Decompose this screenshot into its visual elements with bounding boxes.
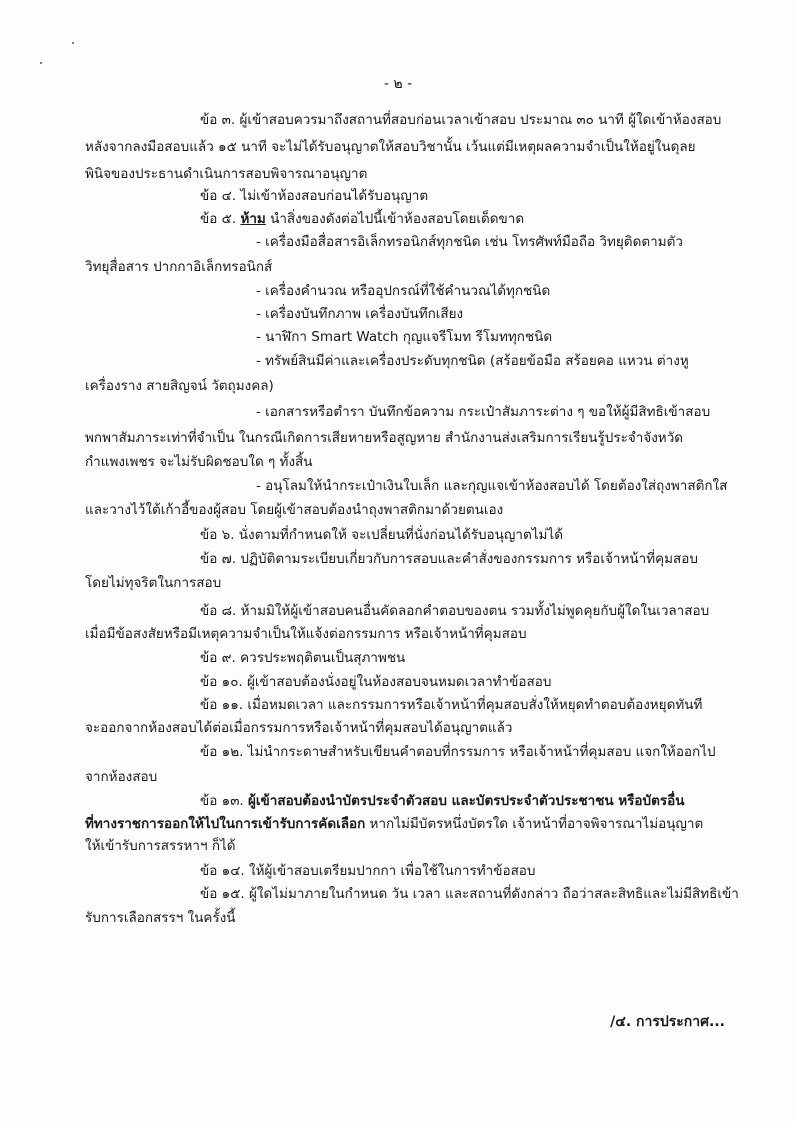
text-span: หากไม่มีบัตรหนึ่งบัตรใด เจ้าหน้าที่อาจพิจารณาไม่อนุญาต [365, 816, 704, 832]
text-line: - เอกสารหรือตำรา บันทึกข้อความ กระเป๋าสัมภาระต่าง ๆ ขอให้ผู้มีสิทธิเข้าสอบ [256, 404, 711, 420]
text-line: หลังจากลงมือสอบแล้ว ๑๕ นาที จะไม่ได้รับอนุญาตให้สอบวิชานั้น เว้นแต่มีเหตุผลความจำเป็นให้อยู่ในดุลย [85, 139, 696, 155]
text-line: ข้อ ๗. ปฏิบัติตามระเบียบเกี่ยวกับการสอบและคำสั่งของกรรมการ หรือเจ้าหน้าที่คุมสอบ [200, 551, 698, 567]
text-line: - ทรัพย์สินมีค่าและเครื่องประดับทุกชนิด (สร้อยข้อมือ สร้อยคอ แหวน ต่างหู [256, 353, 689, 369]
text-line: จะออกจากห้องสอบได้ต่อเมื่อกรรมการหรือเจ้าหน้าที่คุมสอบได้อนุญาตแล้ว [85, 720, 513, 736]
text-line: จากห้องสอบ [85, 769, 158, 785]
text-line: เครื่องราง สายสิญจน์ วัตถุมงคล) [85, 378, 274, 394]
text-line: โดยไม่ทุจริตในการสอบ [85, 575, 222, 591]
continuation-footer: /๔. การประกาศ... [610, 1014, 725, 1030]
text-line: ข้อ ๑๒. ไม่นำกระดาษสำหรับเขียนคำตอบที่กรรมการ หรือเจ้าหน้าที่คุมสอบ แจกให้ออกไป [200, 744, 716, 760]
bold-requirement: ที่ทางราชการออกให้ไปในการเข้ารับการคัดเลือก [85, 816, 366, 832]
text-line: ข้อ ๙. ควรประพฤติตนเป็นสุภาพชน [200, 650, 406, 666]
text-line: พินิจของประธานดำเนินการสอบพิจารณาอนุญาต [85, 166, 368, 182]
scan-speck [40, 62, 42, 64]
text-span: ข้อ ๕. [200, 211, 241, 227]
text-line: ข้อ ๑๔. ให้ผู้เข้าสอบเตรียมปากกา เพื่อใช้ในการทำข้อสอบ [200, 863, 536, 879]
text-line: - เครื่องบันทึกภาพ เครื่องบันทึกเสียง [256, 306, 464, 322]
text-line-id-card-requirement [200, 791, 684, 811]
text-span: ข้อ ๑๓. [200, 793, 249, 809]
text-line: ข้อ ๑๐. ผู้เข้าสอบต้องนั่งอยู่ในห้องสอบจนหมดเวลาทำข้อสอบ [200, 674, 552, 690]
text-line: กำแพงเพชร จะไม่รับผิดชอบใด ๆ ทั้งสิ้น [85, 454, 313, 470]
text-line: รับการเลือกสรรฯ ในครั้งนี้ [85, 910, 236, 926]
prohibited-emphasis: ห้าม [240, 211, 266, 227]
text-line: ข้อ ๑๑. เมื่อหมดเวลา และกรรมการหรือเจ้าหน้าที่คุมสอบสั่งให้หยุดทำตอบต้องหยุดทันที [200, 697, 703, 713]
text-line: - เครื่องมือสื่อสารอิเล็กทรอนิกส์ทุกชนิด เช่น โทรศัพท์มือถือ วิทยุติดตามตัว [256, 234, 683, 250]
text-line-prohibited-items-heading [200, 209, 524, 229]
text-line: ให้เข้ารับการสรรหาฯ ก็ได้ [85, 838, 236, 854]
bold-requirement: ผู้เข้าสอบต้องนำบัตรประจำตัวสอบ และบัตรประจำตัวประชาชน หรือบัตรอื่น [248, 793, 685, 809]
scan-speck [72, 42, 74, 44]
text-line: - นาฬิกา Smart Watch กุญแจรีโมท รีโมททุกชนิด [256, 329, 553, 345]
text-line: วิทยุสื่อสาร ปากกาอิเล็กทรอนิกส์ [85, 259, 273, 275]
text-line: เมื่อมีข้อสงสัยหรือมีเหตุความจำเป็นให้แจ้งต่อกรรมการ หรือเจ้าหน้าที่คุมสอบ [85, 626, 527, 642]
text-span: นำสิ่งของดังต่อไปนี้เข้าห้องสอบโดยเด็ดขาด [265, 211, 525, 227]
text-line-id-card-requirement-cont [85, 814, 703, 834]
text-line: ข้อ ๖. นั่งตามที่กำหนดให้ จะเปลี่ยนที่นั่งก่อนได้รับอนุญาตไม่ได้ [200, 527, 563, 543]
text-line: ข้อ ๑๕. ผู้ใดไม่มาภายในกำหนด วัน เวลา และสถานที่ดังกล่าว ถือว่าสละสิทธิและไม่มีสิทธิเข้า [200, 886, 739, 902]
text-line: - เครื่องคำนวณ หรืออุปกรณ์ที่ใช้คำนวณได้ทุกชนิด [256, 283, 551, 299]
text-line: ข้อ ๓. ผู้เข้าสอบควรมาถึงสถานที่สอบก่อนเวลาเข้าสอบ ประมาณ ๓๐ นาที ผู้ใดเข้าห้องสอบ [200, 112, 722, 128]
text-line: ข้อ ๔. ไม่เข้าห้องสอบก่อนได้รับอนุญาต [200, 188, 429, 204]
text-line: ข้อ ๘. ห้ามมิให้ผู้เข้าสอบคนอื่นคัดลอกคำตอบของตน รวมทั้งไม่พูดคุยกับผู้ใดในเวลาสอบ [200, 603, 710, 619]
text-line: พกพาสัมภาระเท่าที่จำเป็น ในกรณีเกิดการเสียหายหรือสูญหาย สำนักงานส่งเสริมการเรียนรู้ประจำจังหวัด [85, 430, 684, 446]
text-line: - อนุโลมให้นำกระเป๋าเงินใบเล็ก และกุญแจเข้าห้องสอบได้ โดยต้องใส่ถุงพาสติกใส [256, 478, 728, 494]
text-line: และวางไว้ใต้เก้าอี้ของผู้สอบ โดยผู้เข้าสอบต้องนำถุงพาสติกมาด้วยตนเอง [85, 502, 504, 518]
page-number: - ๒ - [384, 76, 413, 92]
